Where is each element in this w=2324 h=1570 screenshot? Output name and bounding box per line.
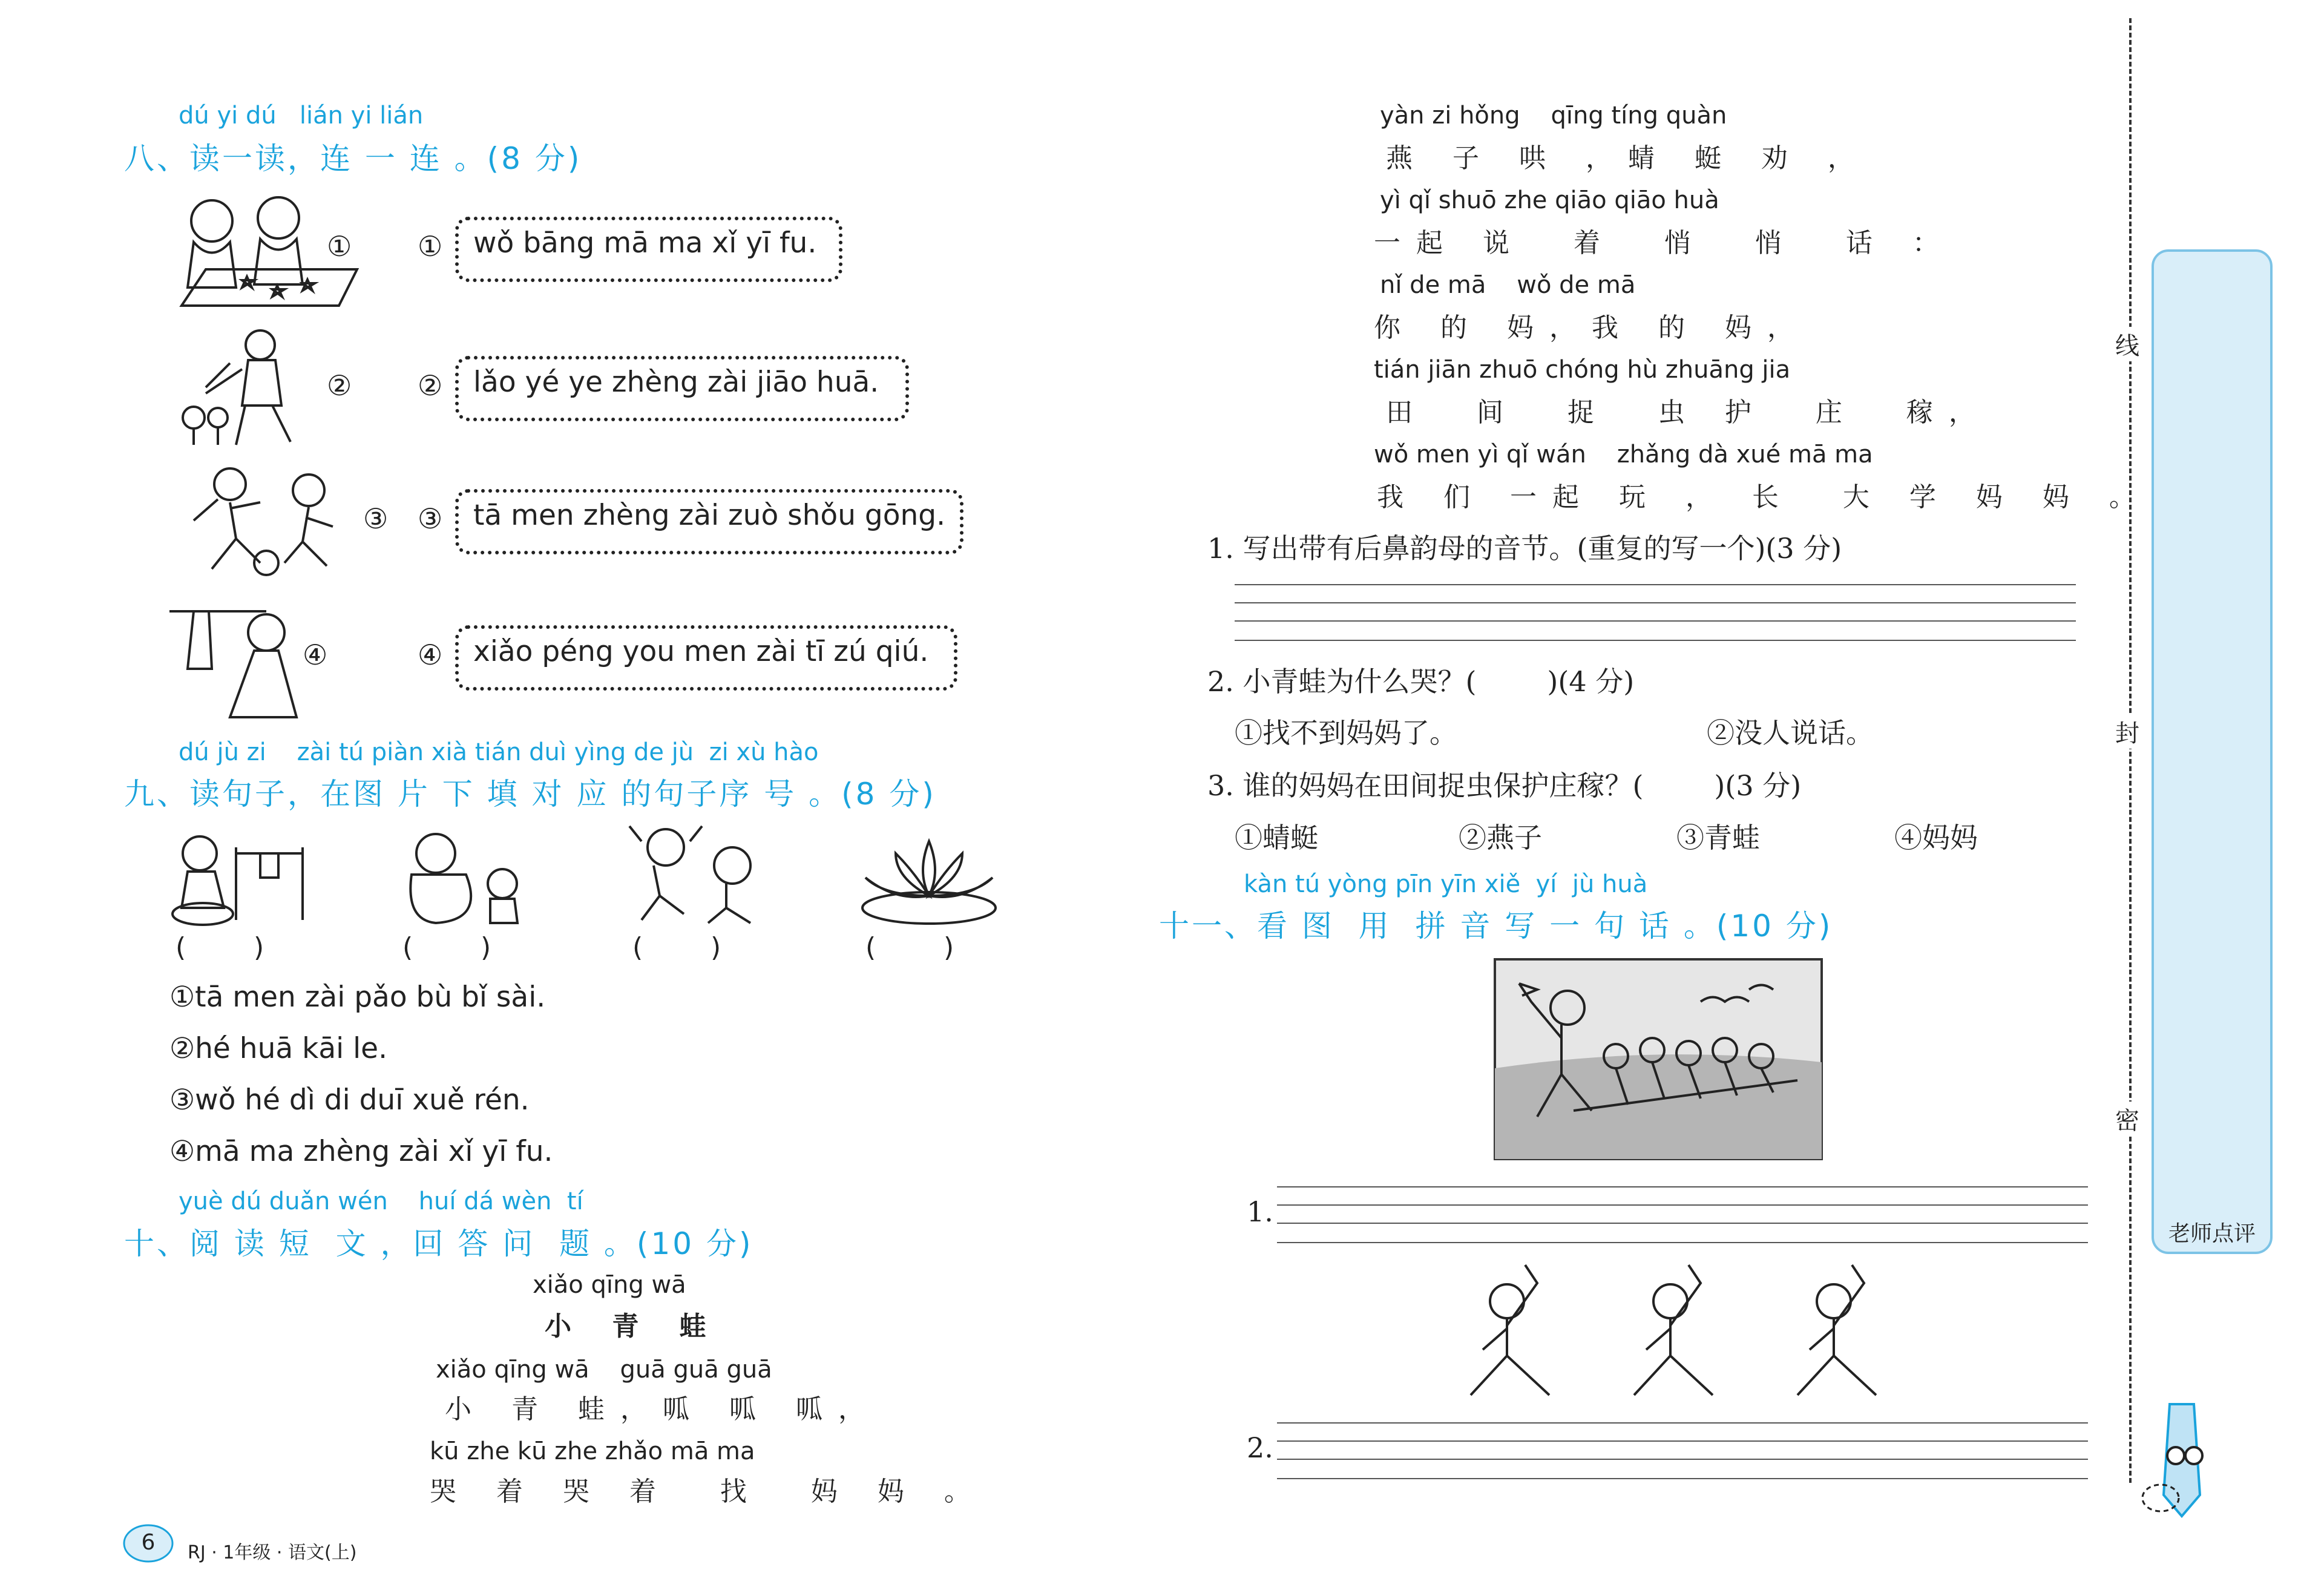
poem-line3-pinyin: yàn zi hǒng qīng tíng quàn: [1380, 102, 1727, 130]
q3-option-1: ①蜻蜓: [1235, 821, 1318, 854]
q3-option-3: ③青蛙: [1676, 821, 1760, 854]
answer-paren-3[interactable]: ( ): [632, 932, 721, 963]
sentence-text-3: tā men zhèng zài zuò shǒu gōng.: [473, 499, 946, 532]
answer-lines-q1[interactable]: [1235, 584, 2076, 641]
option-4: ④mā ma zhèng zài xǐ yī fu.: [169, 1135, 553, 1168]
poem-line7-pinyin: wǒ men yì qǐ wán zhǎng dà xué mā ma: [1374, 441, 1873, 468]
poem-line6-pinyin: tián jiān zhuō chóng hù zhuāng jia: [1374, 356, 1791, 384]
question-3: 3. 谁的妈妈在田间捉虫保护庄稼？( )(3 分): [1207, 769, 1802, 802]
option-3: ③wǒ hé dì di duī xuě rén.: [169, 1083, 530, 1117]
answer-lines-2[interactable]: [1277, 1422, 2088, 1479]
answer-paren-4[interactable]: ( ): [865, 932, 954, 963]
q3-option-4: ④妈妈: [1894, 821, 1978, 854]
poem-line3: 燕 子 哄 ，蜻 蜓 劝 ，: [1386, 143, 1870, 174]
sentence-box-1[interactable]: [455, 217, 842, 282]
poem-line5-pinyin: nǐ de mā wǒ de mā: [1380, 271, 1636, 299]
section11-title: 十一、看 图 用 拼 音 写 一 句 话 。(10 分): [1159, 908, 1833, 944]
section9-title: 九、读句子，在图 片 下 填 对 应 的句子序 号 。(8 分): [124, 777, 936, 812]
binding-dashed-line: [2129, 18, 2132, 1483]
picture-girl-laundry: [169, 596, 321, 723]
picture-kids-running: [623, 823, 781, 926]
teacher-comment-label: 老师点评: [2168, 1221, 2256, 1246]
sentence-text-1: wǒ bāng mā ma xǐ yī fu.: [473, 226, 817, 260]
poem-line5: 你 的 妈，我 的 妈，: [1374, 312, 1810, 343]
poem-line2: 哭 着 哭 着 找 妈 妈 。: [430, 1476, 986, 1507]
sentence-num-1: ①: [418, 230, 443, 263]
poem-line7: 我 们 一起 玩 ， 长 大 学 妈 妈 。: [1377, 482, 2152, 513]
section9-pinyin: dú jù zi zài tú piàn xià tián duì yìng de jù zi xù hào: [179, 738, 819, 766]
sentence-text-2: lǎo yé ye zhèng zài jiāo huā.: [473, 366, 879, 399]
write-line-number-1: 1.: [1247, 1195, 1273, 1228]
picture-snowman: [399, 823, 539, 926]
answer-paren-2[interactable]: ( ): [402, 932, 491, 963]
picture-label-1: ①: [327, 230, 352, 263]
poem-line4: 一起 说 着 悄 悄 话 ：: [1374, 228, 1955, 258]
section10-pinyin: yuè dú duǎn wén huí dá wèn tí: [179, 1187, 583, 1215]
poem-line4-pinyin: yì qǐ shuō zhe qiāo qiāo huà: [1380, 186, 1719, 214]
picture-kids-exercising: [1434, 1259, 1900, 1404]
poem-line1-pinyin: xiǎo qīng wā guā guā guā: [436, 1356, 772, 1384]
question-1: 1. 写出带有后鼻韵母的音节。(重复的写一个)(3 分): [1207, 532, 1842, 565]
option-2: ②hé huā kāi le.: [169, 1032, 388, 1065]
teacher-comment-panel[interactable]: [2152, 249, 2273, 1254]
picture-label-2: ②: [327, 369, 352, 402]
margin-char-xian: 线: [2115, 327, 2139, 361]
poem-line1: 小 青 蛙，呱 呱 呱，: [445, 1394, 881, 1425]
sentence-text-4: xiǎo péng you men zài tī zú qiú.: [473, 635, 929, 668]
poem-title-pinyin: xiǎo qīng wā: [533, 1271, 686, 1299]
footer-text: RJ · 1年级 · 语文(上): [188, 1542, 357, 1563]
sentence-num-3: ③: [418, 502, 443, 535]
sentence-box-4[interactable]: [455, 625, 957, 691]
q2-option-2: ②没人说话。: [1707, 717, 1874, 749]
margin-char-mi: 密: [2115, 1102, 2139, 1136]
section8-title: 八、读一读，连 一 连 。(8 分): [124, 141, 582, 176]
sentence-num-4: ④: [418, 639, 443, 671]
sentence-box-2[interactable]: [455, 356, 909, 421]
section8-pinyin: dú yi dú lián yi lián: [179, 102, 424, 130]
pencil-mascot-icon: [2145, 1398, 2224, 1519]
poem-line2-pinyin: kū zhe kū zhe zhǎo mā ma: [430, 1437, 755, 1465]
margin-char-feng: 封: [2115, 714, 2139, 749]
answer-lines-1[interactable]: [1277, 1186, 2088, 1243]
picture-grandpa-watering: [169, 327, 327, 448]
poem-title: 小 青 蛙: [545, 1311, 722, 1342]
picture-lotus-flower: [859, 829, 999, 926]
section10-title: 十、阅 读 短 文 ，回 答 问 题 。(10 分): [124, 1226, 753, 1261]
section11-pinyin: kàn tú yòng pīn yīn xiě yí jù huà: [1244, 870, 1648, 898]
sentence-box-3[interactable]: [455, 489, 963, 554]
picture-kids-soccer: [169, 466, 369, 575]
q2-option-1: ①找不到妈妈了。: [1235, 717, 1457, 749]
q3-option-2: ②燕子: [1459, 821, 1542, 854]
poem-line6: 田 间 捉 虫 护 庄 稼，: [1386, 397, 1991, 428]
write-line-number-2: 2.: [1247, 1431, 1273, 1464]
picture-label-4: ④: [303, 639, 328, 671]
option-1: ①tā men zài pǎo bù bǐ sài.: [169, 980, 546, 1014]
picture-tug-of-war: [1495, 959, 1822, 1159]
picture-mom-laundry: [169, 829, 309, 926]
page-number: 6: [141, 1530, 156, 1555]
picture-label-3: ③: [363, 502, 389, 535]
question-2: 2. 小青蛙为什么哭？( )(4 分): [1207, 665, 1635, 698]
answer-paren-1[interactable]: ( ): [176, 932, 264, 963]
sentence-num-2: ②: [418, 369, 443, 402]
